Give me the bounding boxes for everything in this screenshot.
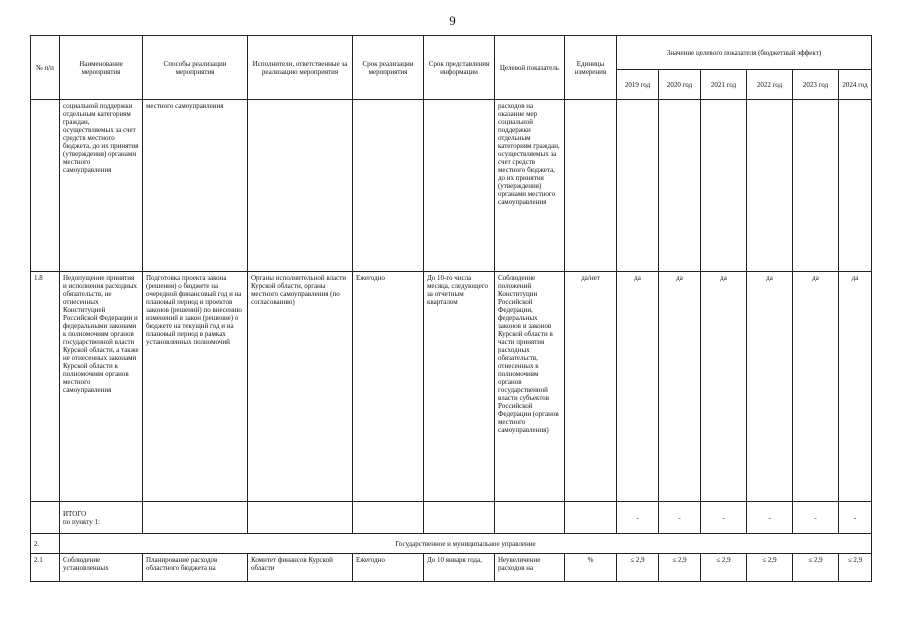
header-year: 2024 год: [839, 70, 872, 100]
header-year: 2020 год: [659, 70, 701, 100]
cell-indicator: расходов на оказание мер социальной поддержки отдельным категориям граждан, осуществляемых за счет средств местного бюджета, до их принятия (утверждения) органами местного самоуправления: [495, 100, 565, 272]
cell-value: -: [839, 502, 872, 534]
cell-value: да: [747, 272, 793, 502]
header-year: 2021 год: [701, 70, 747, 100]
header-report: Срок представления информации: [424, 36, 495, 100]
cell-report: До 10 января года,: [424, 554, 495, 582]
cell-value: ≤ 2,9: [659, 554, 701, 582]
section-title: Государственное и муниципальное управление: [60, 534, 872, 554]
cell-value: -: [659, 502, 701, 534]
cell-value: -: [793, 502, 839, 534]
cell-value: ≤ 2,9: [793, 554, 839, 582]
cell-methods: местного самоуправления: [143, 100, 248, 272]
header-units: Единицы измерения: [565, 36, 617, 100]
cell-methods: Подготовка проекта закона (решения) о бюджете на очередной финансовый год и на плановый период и проектов законов (решений) по внесению изменений в закон (решение) о бюджете на текущий год и на плановый период в рамках установленных полномочий: [143, 272, 248, 502]
table-row-continuation: [31, 100, 872, 272]
cell-value: да: [659, 272, 701, 502]
cell-period: Ежегодно: [353, 272, 424, 502]
cell-period: [353, 100, 424, 272]
cell-units: [565, 100, 617, 272]
header-target-group: Значение целевого показателя (бюджетный эффект): [617, 36, 872, 70]
cell-value: да: [701, 272, 747, 502]
cell-value: -: [701, 502, 747, 534]
cell-name: Недопущение принятия и исполнения расходных обязательств, не отнесенных Конституцией Российской Федерации и федеральными законами к полномочиям органов государственной власти Курской области, а также не отнесенных законами Курской области к полномочиям органов местного самоуправления: [60, 272, 143, 502]
cell-no: [31, 100, 60, 272]
header-name: Наименование мероприятия: [60, 36, 143, 100]
cell-value: ≤ 2,9: [839, 554, 872, 582]
header-period: Срок реализации мероприятия: [353, 36, 424, 100]
cell-indicator: Неувеличение расходов на: [495, 554, 565, 582]
cell-value: ≤ 2,9: [617, 554, 659, 582]
table-row-2-1: [31, 554, 872, 582]
cell-methods: Планирование расходов областного бюджета на: [143, 554, 248, 582]
header-methods: Способы реализации мероприятия: [143, 36, 248, 100]
page-number: 9: [449, 13, 456, 28]
cell-value: да: [793, 272, 839, 502]
header-no: № п/п: [31, 36, 60, 100]
cell-value: -: [747, 502, 793, 534]
total-label: ИТОГО по пункту 1:: [60, 502, 143, 534]
cell-period: Ежегодно: [353, 554, 424, 582]
section-row: [31, 534, 872, 554]
cell-executors: Комитет финансов Курской области: [248, 554, 353, 582]
cell-value: да: [617, 272, 659, 502]
cell-value: -: [617, 502, 659, 534]
cell-no: 1.8: [31, 272, 60, 502]
cell-value: ≤ 2,9: [701, 554, 747, 582]
table-row-1-8: [31, 272, 872, 502]
cell-executors: [248, 100, 353, 272]
cell-units: %: [565, 554, 617, 582]
cell-executors: Органы исполнительной власти Курской области, органы местного самоуправления (по согласованию): [248, 272, 353, 502]
measures-table: [30, 35, 872, 582]
cell-value: ≤ 2,9: [747, 554, 793, 582]
header-year: 2022 год: [747, 70, 793, 100]
cell-value: да: [839, 272, 872, 502]
section-no: 2.: [31, 534, 60, 554]
cell-name: Соблюдение установленных: [60, 554, 143, 582]
cell-name: социальной поддержки отдельным категориям граждан, осуществляемых за счет средств местного бюджета, до их принятия (утверждения) органами местного самоуправления: [60, 100, 143, 272]
cell-indicator: Соблюдение положений Конституции Российской Федерации, федеральных законов и законов Курской области в части принятия расходных обязательств, отнесенных к полномочиям органов государственной власти субъектов Российской Федерации (органов местного самоуправления): [495, 272, 565, 502]
header-executors: Исполнители, ответственные за реализацию мероприятия: [248, 36, 353, 100]
cell-no: 2.1: [31, 554, 60, 582]
header-year: 2023 год: [793, 70, 839, 100]
header-indicator: Целевой показатель: [495, 36, 565, 100]
cell-report: [424, 100, 495, 272]
cell-units: да/нет: [565, 272, 617, 502]
table-row-total: [31, 502, 872, 534]
header-year: 2019 год: [617, 70, 659, 100]
cell-report: До 10-го числа месяца, следующего за отчетным кварталом: [424, 272, 495, 502]
